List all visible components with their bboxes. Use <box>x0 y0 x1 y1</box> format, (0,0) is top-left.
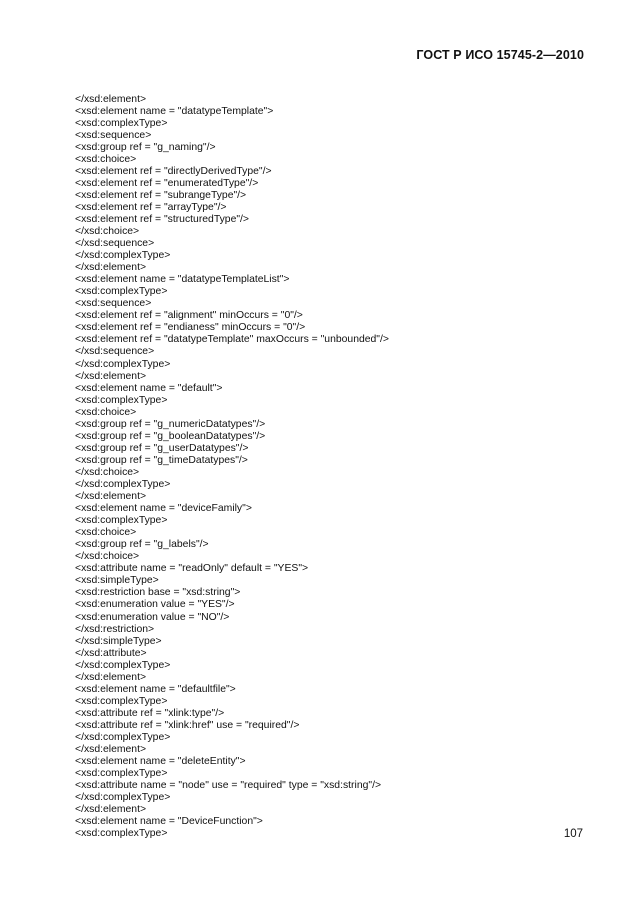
code-line: </xsd:choice> <box>75 551 140 563</box>
code-line: <xsd:complexType> <box>75 286 168 298</box>
code-line: <xsd:element ref = "endianess" minOccurs = "0"/> <box>75 322 306 334</box>
code-line: <xsd:enumeration value = "NO"/> <box>75 611 230 623</box>
code-line: <xsd:element ref = "arrayType"/> <box>75 201 227 213</box>
code-line: </xsd:element> <box>75 744 147 756</box>
code-line: <xsd:attribute name = "node" use = "required" type = "xsd:string"/> <box>75 780 382 792</box>
code-line: </xsd:sequence> <box>75 238 155 250</box>
code-line: <xsd:group ref = "g_labels"/> <box>75 539 209 551</box>
code-line: <xsd:group ref = "g_numericDatatypes"/> <box>75 418 266 430</box>
code-line: <xsd:enumeration value = "YES"/> <box>75 599 235 611</box>
code-line: <xsd:element ref = "datatypeTemplate" maxOccurs = "unbounded"/> <box>75 334 389 346</box>
code-line: </xsd:element> <box>75 93 147 105</box>
document-header-standard-code: ГОСТ Р ИСО 15745-2—2010 <box>416 48 584 62</box>
code-line: </xsd:choice> <box>75 466 140 478</box>
code-line: </xsd:attribute> <box>75 647 147 659</box>
code-line: </xsd:complexType> <box>75 731 171 743</box>
code-line: </xsd:simpleType> <box>75 635 162 647</box>
code-line: </xsd:element> <box>75 671 147 683</box>
code-line: <xsd:element ref = "enumeratedType"/> <box>75 177 259 189</box>
code-line: <xsd:element name = "defaultfile"> <box>75 683 236 695</box>
code-line: <xsd:element ref = "subrangeType"/> <box>75 189 247 201</box>
code-line: <xsd:complexType> <box>75 695 168 707</box>
code-line: </xsd:restriction> <box>75 623 155 635</box>
xsd-code-listing <box>75 94 575 841</box>
code-line: <xsd:element name = "deviceFamily"> <box>75 503 252 515</box>
code-line: </xsd:complexType> <box>75 479 171 490</box>
code-line: <xsd:sequence> <box>75 298 152 310</box>
code-line: <xsd:complexType> <box>75 117 168 129</box>
code-line: <xsd:element ref = "directlyDerivedType"/> <box>75 165 272 177</box>
code-line: <xsd:element name = "datatypeTemplate"> <box>75 105 274 117</box>
code-line: <xsd:element name = "datatypeTemplateList"> <box>75 274 290 286</box>
code-line: </xsd:sequence> <box>75 346 155 358</box>
code-line: </xsd:choice> <box>75 226 140 238</box>
code-line: <xsd:attribute ref = "xlink:type"/> <box>75 707 225 719</box>
code-line: <xsd:element name = "default"> <box>75 382 223 394</box>
code-line: </xsd:complexType> <box>75 792 171 804</box>
code-line: </xsd:complexType> <box>75 358 171 370</box>
code-line: </xsd:element> <box>75 491 147 503</box>
code-line: <xsd:element name = "DeviceFunction"> <box>75 816 263 828</box>
code-line: <xsd:choice> <box>75 527 137 539</box>
code-line: <xsd:element ref = "alignment" minOccurs = "0"/> <box>75 310 303 322</box>
code-line: <xsd:simpleType> <box>75 575 159 587</box>
code-line: </xsd:element> <box>75 370 147 382</box>
code-line: <xsd:complexType> <box>75 394 168 406</box>
code-line: <xsd:group ref = "g_booleanDatatypes"/> <box>75 430 266 442</box>
code-line: </xsd:element> <box>75 262 147 274</box>
code-line: <xsd:element name = "deleteEntity"> <box>75 756 246 768</box>
code-line: <xsd:choice> <box>75 153 137 165</box>
code-line: <xsd:complexType> <box>75 768 168 780</box>
code-line: <xsd:element ref = "structuredType"/> <box>75 213 250 225</box>
code-line: <xsd:restriction base = "xsd:string"> <box>75 587 241 599</box>
code-line: <xsd:group ref = "g_timeDatatypes"/> <box>75 454 248 466</box>
code-line: <xsd:sequence> <box>75 129 152 141</box>
code-line: <xsd:group ref = "g_naming"/> <box>75 141 216 153</box>
code-line: </xsd:complexType> <box>75 250 171 262</box>
code-line: <xsd:choice> <box>75 406 137 418</box>
code-line: <xsd:attribute name = "readOnly" default = "YES"> <box>75 563 309 575</box>
code-line: <xsd:attribute ref = "xlink:href" use = "required"/> <box>75 719 300 731</box>
code-line: <xsd:complexType> <box>75 828 168 840</box>
code-line: <xsd:group ref = "g_userDatatypes"/> <box>75 442 249 454</box>
page-number: 107 <box>563 828 583 840</box>
code-line: </xsd:element> <box>75 804 147 816</box>
code-line: <xsd:complexType> <box>75 515 168 527</box>
code-line: </xsd:complexType> <box>75 659 171 671</box>
